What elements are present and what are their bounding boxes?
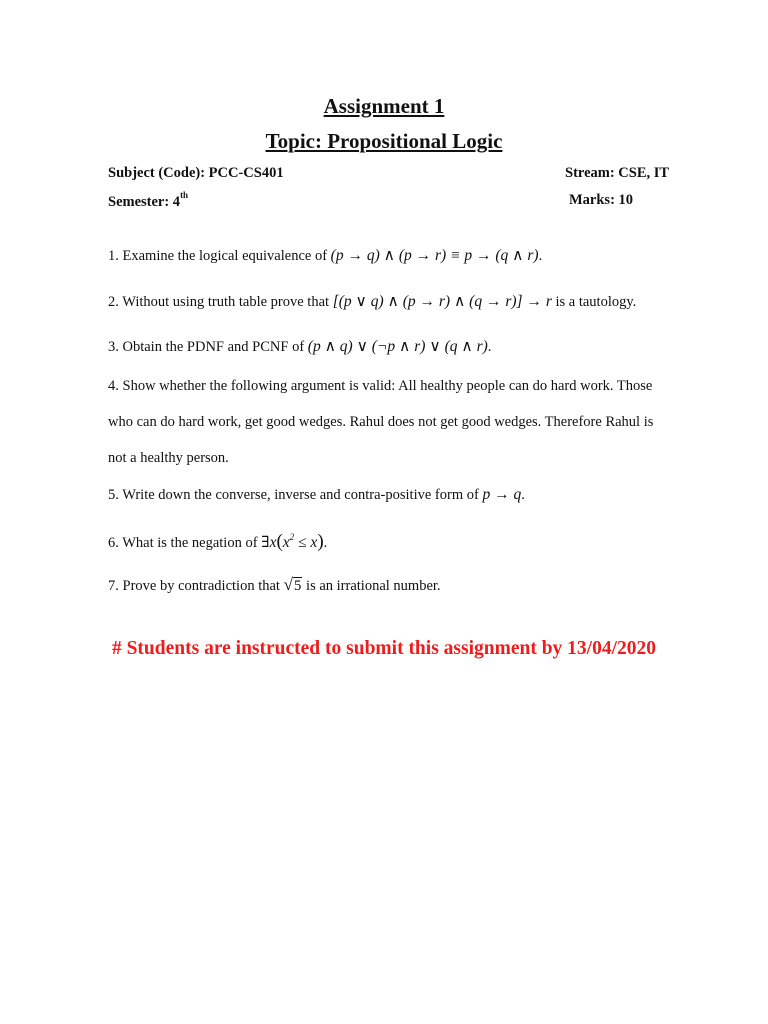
question-6-end: . xyxy=(323,535,328,552)
question-6-open-paren: ( xyxy=(276,531,283,553)
question-6-exponent: 2 xyxy=(289,532,295,542)
semester-suffix: th xyxy=(180,190,189,200)
submission-notice: # Students are instructed to submit this assignment by 13/04/2020 xyxy=(111,638,657,659)
question-1-end: . xyxy=(538,248,543,264)
question-5-formula: p → q xyxy=(482,486,522,503)
question-2-end: is a tautology. xyxy=(555,294,637,310)
question-5-text: 5. Write down the converse, inverse and contra-positive form of xyxy=(108,487,479,503)
question-7 xyxy=(108,576,441,595)
question-6-relation: ≤ x xyxy=(294,534,318,552)
question-2 xyxy=(108,293,636,311)
question-6-quantifier: ∃x xyxy=(261,534,277,552)
question-3-formula: (p ∧ q) ∨ (¬p ∧ r) ∨ (q ∧ r) xyxy=(307,338,488,355)
stream: Stream: CSE, IT xyxy=(565,165,670,181)
question-1-text: 1. Examine the logical equivalence of xyxy=(108,248,328,264)
question-4-line-3: not a healthy person. xyxy=(108,450,229,466)
radicand: 5 xyxy=(293,578,302,594)
question-1-formula: (p → q) ∧ (p → r) ≡ p → (q ∧ r) xyxy=(330,247,539,264)
question-3-text: 3. Obtain the PDNF and PCNF of xyxy=(108,339,305,355)
semester-label: Semester: 4 xyxy=(108,193,181,210)
assignment-title: Assignment 1 xyxy=(323,94,445,118)
question-3-end: . xyxy=(487,339,492,355)
question-1 xyxy=(108,247,542,265)
question-4 xyxy=(108,368,683,476)
question-6-text: 6. What is the negation of xyxy=(108,535,258,552)
question-6 xyxy=(108,529,327,552)
question-7-end: is an irrational number. xyxy=(306,578,441,594)
question-2-text: 2. Without using truth table prove that xyxy=(108,294,330,310)
radical-sign-icon: √ xyxy=(283,575,293,594)
assignment-topic: Topic: Propositional Logic xyxy=(265,129,503,153)
question-7-text: 7. Prove by contradiction that xyxy=(108,578,280,594)
semester xyxy=(108,192,188,211)
question-3 xyxy=(108,338,491,356)
question-6-close-paren: ) xyxy=(317,531,324,553)
question-4-line-2: who can do hard work, get good wedges. Rahul does not get good wedges. Therefore Rahul is xyxy=(108,414,654,430)
question-2-formula: [(p ∨ q) ∧ (p → r) ∧ (q → r)] → r xyxy=(332,293,552,310)
question-6-formula xyxy=(261,531,324,553)
marks: Marks: 10 xyxy=(569,192,634,208)
question-5-end: . xyxy=(521,487,525,503)
subject-code: Subject (Code): PCC-CS401 xyxy=(108,165,284,181)
question-4-line-1: 4. Show whether the following argument is valid: All healthy people can do hard work. Those xyxy=(108,378,653,394)
question-6-base: x xyxy=(282,534,290,552)
question-5 xyxy=(108,486,525,504)
sqrt-expression xyxy=(284,576,303,595)
